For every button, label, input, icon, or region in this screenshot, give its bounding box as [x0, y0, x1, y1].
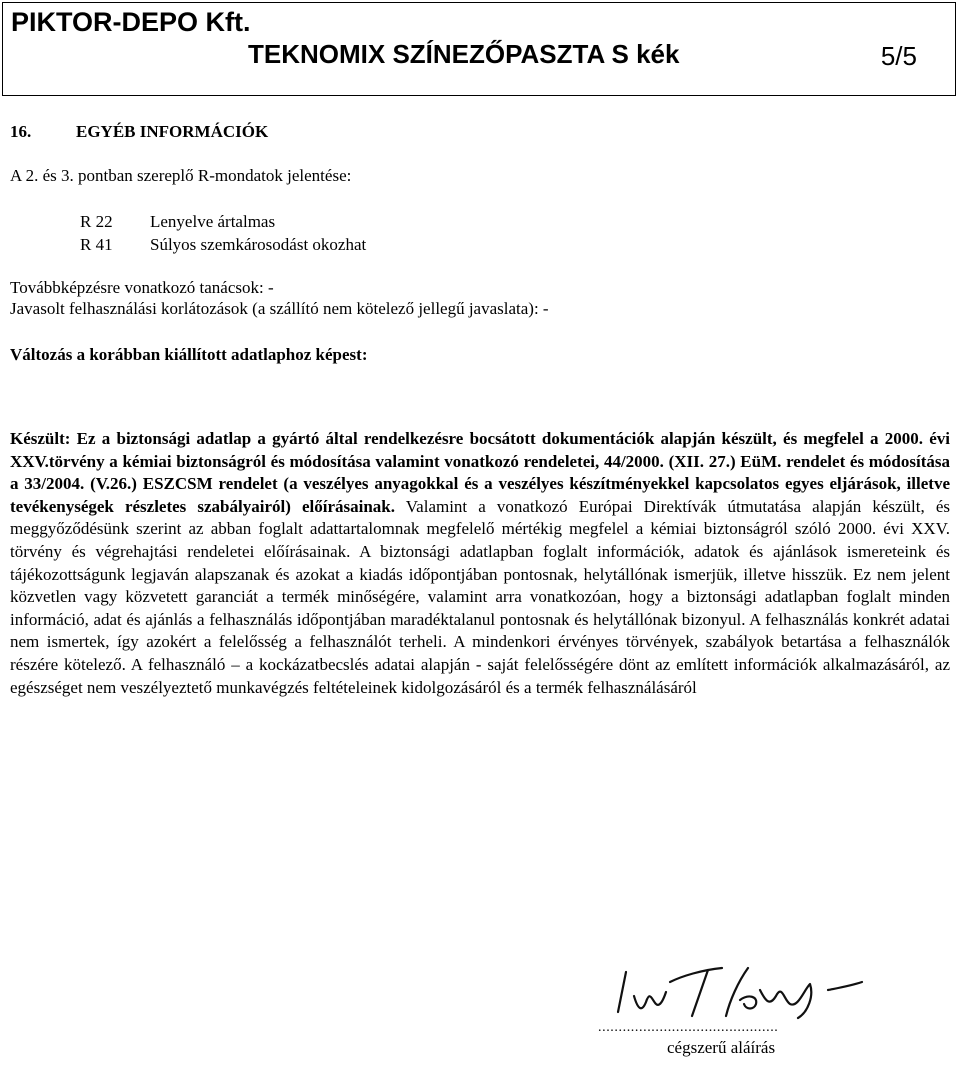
signature-label: cégszerű aláírás	[667, 1038, 776, 1057]
disclaimer-text: Valamint a vonatkozó Európai Direktívák útmutatása alapján készült, és meggyőződésünk szerint az abban foglalt adattartalomnak megfelelő mértékig megfelel a kémiai biztonságról szóló 2000. évi XXV. törvény és végrehajtási rendeletei előírásainak. A biztonsági adatlapban foglalt információk, adatok és ajánlások ismereteink és tájékozottságunk legjaván alapszanak és azokat a kiadás időpontjában pontosnak, helytállónak ismerjük, illetve hisszük. Ez nem jelent közvetlen vagy közvetett garanciát a termék minőségére, valamint arra vonatkozóan, hogy a biztonsági adatlapban foglalt minden információ, adat és ajánlás a felhasználás időpontjában maradéktalanul pontosnak és helytállónak bizonyul. A felhasználás konkrét adatai nem ismertek, így azokért a felelősség a felhasználót terheli. A mindenkori érvényes törvények, szabályok betartása a felhasználók részére kötelező. A felhasználó – a kockázatbecslés adatai alapján - saját felelősségére dönt az említett információk alkalmazásáról, az egészséget nem veszélyeztető munkavégzés feltételeinek kidolgozásáról és a termék felhasználásáról	[10, 496, 950, 697]
product-name: TEKNOMIX SZÍNEZŐPASZTA S kék	[248, 39, 680, 69]
r-phrase-code: R 22	[80, 212, 113, 231]
use-restrictions: Javasolt felhasználási korlátozások (a szállító nem kötelező jellegű javaslata): -	[10, 299, 549, 318]
signature-line: ............................................	[598, 1020, 779, 1035]
changes-heading: Változás a korábban kiállított adatlaphoz képest:	[10, 345, 368, 364]
disclaimer-paragraph	[10, 428, 950, 699]
r-phrases-intro: A 2. és 3. pontban szereplő R-mondatok jelentése:	[10, 166, 352, 185]
section-number: 16.	[10, 122, 32, 141]
r-phrase-code: R 41	[80, 235, 113, 254]
r-phrase-text: Lenyelve ártalmas	[150, 212, 276, 231]
document-header	[2, 2, 956, 96]
handwritten-signature	[598, 960, 868, 1022]
section-title: EGYÉB INFORMÁCIÓK	[76, 122, 269, 141]
section-heading	[10, 122, 268, 142]
training-advice: Továbbképzésre vonatkozó tanácsok: -	[10, 278, 274, 297]
company-name: PIKTOR-DEPO Kft.	[11, 7, 251, 37]
disclaimer-bold-text: Készült: Ez a biztonsági adatlap a gyártó által rendelkezésre bocsátott dokumentációk alapján készült, és megfelel a 2000. évi XXV.törvény a kémiai biztonságról és módosítása valamint vonatkozó rendeletei, 44/2000. (XII. 27.) EüM. rendelet és módosítása a 33/2004. (V.26.) ESZCSM rendelet (a veszélyes anyagokkal és a veszélyes készítményekkel kapcsolatos egyes eljárások, illetve tevékenységek részletes szabályairól) előírásainak.	[10, 429, 950, 516]
r-phrase-text: Súlyos szemkárosodást okozhat	[150, 235, 367, 254]
page-number: 5/5	[880, 41, 917, 71]
